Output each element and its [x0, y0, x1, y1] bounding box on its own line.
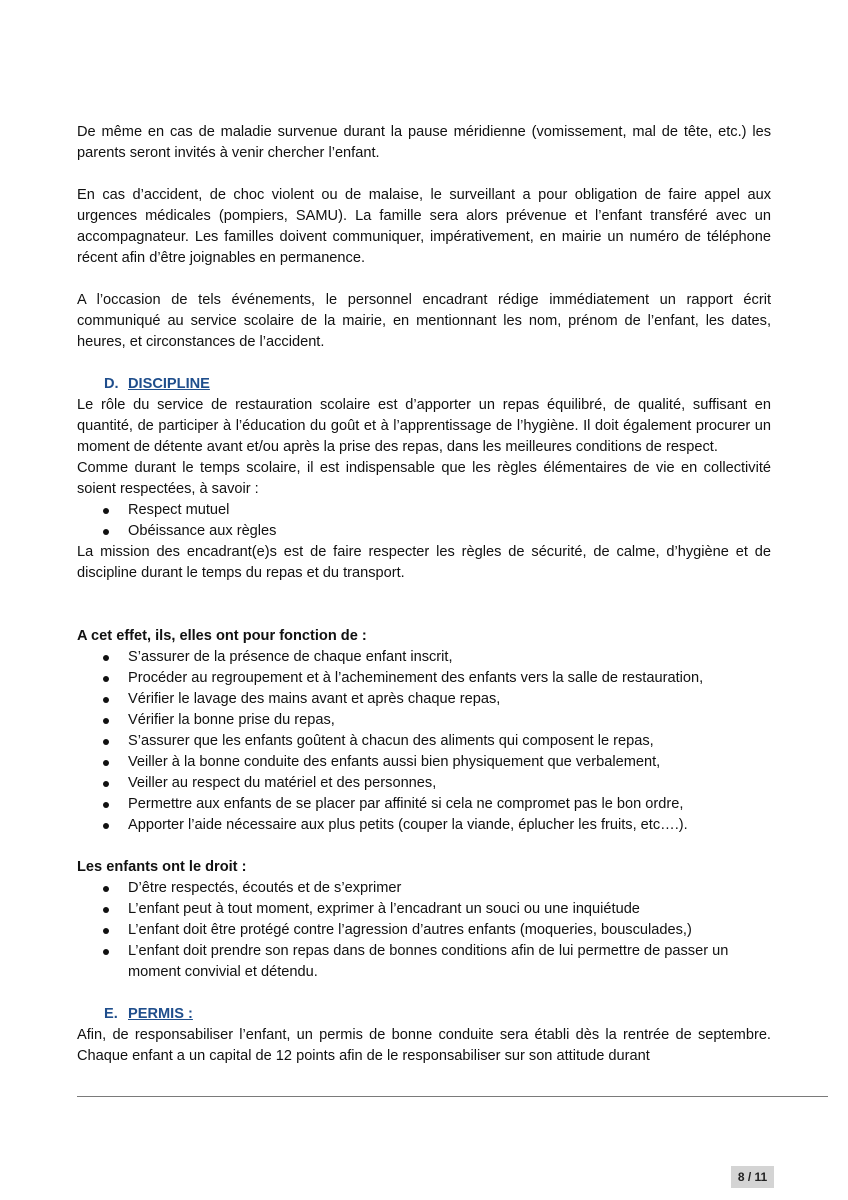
- functions-heading: A cet effet, ils, elles ont pour fonction de :: [77, 628, 367, 644]
- paragraph-illness: De même en cas de maladie survenue durant la pause méridienne (vomissement, mal de tête, etc.) les parents seront invités à venir chercher l’enfant.: [77, 124, 771, 161]
- page-content: [77, 122, 771, 1067]
- paragraph-accident: En cas d’accident, de choc violent ou de malaise, le surveillant a pour obligation de faire appel aux urgences médicales (pompiers, SAMU). La famille sera alors prévenue et l’enfant transféré avec un accompagnateur. Les familles doivent communiquer, impérativement, en mairie un numéro de téléphone récent afin d’être joignables en permanence.: [77, 187, 771, 266]
- list-item: L’enfant doit être protégé contre l’agression d’autres enfants (moqueries, bousculades,): [77, 920, 771, 941]
- list-item: Vérifier le lavage des mains avant et après chaque repas,: [77, 689, 771, 710]
- bullet-icon: [103, 928, 109, 934]
- bullet-icon: [103, 802, 109, 808]
- list-item: S’assurer que les enfants goûtent à chacun des aliments qui composent le repas,: [77, 731, 771, 752]
- list-item: Veiller à la bonne conduite des enfants aussi bien physiquement que verbalement,: [77, 752, 771, 773]
- list-item: Permettre aux enfants de se placer par affinité si cela ne compromet pas le bon ordre,: [77, 794, 771, 815]
- page-number-badge: 8 / 11: [731, 1166, 774, 1188]
- list-item: Obéissance aux règles: [77, 521, 771, 542]
- list-item: L’enfant doit prendre son repas dans de bonnes conditions afin de lui permettre de passer un moment convivial et détendu.: [77, 941, 771, 983]
- rights-heading: Les enfants ont le droit :: [77, 859, 247, 875]
- bullet-icon: [103, 718, 109, 724]
- bullet-icon: [103, 529, 109, 535]
- bullet-icon: [103, 907, 109, 913]
- bullet-icon: [103, 676, 109, 682]
- list-item: Respect mutuel: [77, 500, 771, 521]
- list-item: D’être respectés, écoutés et de s’exprimer: [77, 878, 771, 899]
- section-d-heading: [104, 374, 771, 395]
- section-d-intro: Le rôle du service de restauration scolaire est d’apporter un repas équilibré, de qualité, suffisant en quantité, de participer à l’éducation du goût et à l’apprentissage de l’hygiène. Il doit également procurer un moment de détente avant et/ou après la prise des repas, dans les meilleures conditions de respect.: [77, 397, 771, 455]
- bullet-icon: [103, 823, 109, 829]
- rights-list: [77, 878, 771, 983]
- section-e-heading: [104, 1004, 771, 1025]
- paragraph-report: A l’occasion de tels événements, le personnel encadrant rédige immédiatement un rapport écrit communiqué au service scolaire de la mairie, en mentionnant les nom, prénom de l’enfant, les dates, heures, et circonstances de l’accident.: [77, 292, 771, 350]
- footer-divider: [77, 1096, 828, 1097]
- list-item: Veiller au respect du matériel et des personnes,: [77, 773, 771, 794]
- bullet-icon: [103, 697, 109, 703]
- section-e-title: PERMIS :: [128, 1006, 193, 1022]
- section-d-title: DISCIPLINE: [128, 376, 210, 392]
- section-d-rules-intro: Comme durant le temps scolaire, il est indispensable que les règles élémentaires de vie en collectivité soient respectées, à savoir :: [77, 460, 771, 497]
- functions-list: [77, 647, 771, 836]
- section-d-mission: La mission des encadrant(e)s est de faire respecter les règles de sécurité, de calme, d’hygiène et de discipline durant le temps du repas et du transport.: [77, 544, 771, 581]
- bullet-icon: [103, 886, 109, 892]
- list-item: S’assurer de la présence de chaque enfant inscrit,: [77, 647, 771, 668]
- list-item: L’enfant peut à tout moment, exprimer à l’encadrant un souci ou une inquiétude: [77, 899, 771, 920]
- list-item: Apporter l’aide nécessaire aux plus petits (couper la viande, éplucher les fruits, etc….).: [77, 815, 771, 836]
- section-e-number: E.: [104, 1006, 118, 1022]
- bullet-icon: [103, 739, 109, 745]
- rules-list: [77, 500, 771, 542]
- section-d-number: D.: [104, 376, 119, 392]
- bullet-icon: [103, 508, 109, 514]
- bullet-icon: [103, 781, 109, 787]
- bullet-icon: [103, 949, 109, 955]
- bullet-icon: [103, 655, 109, 661]
- list-item: Procéder au regroupement et à l’acheminement des enfants vers la salle de restauration,: [77, 668, 771, 689]
- list-item: Vérifier la bonne prise du repas,: [77, 710, 771, 731]
- section-e-intro: Afin, de responsabiliser l’enfant, un permis de bonne conduite sera établi dès la rentrée de septembre. Chaque enfant a un capital de 12 points afin de le responsabiliser sur son attitude durant: [77, 1027, 771, 1064]
- bullet-icon: [103, 760, 109, 766]
